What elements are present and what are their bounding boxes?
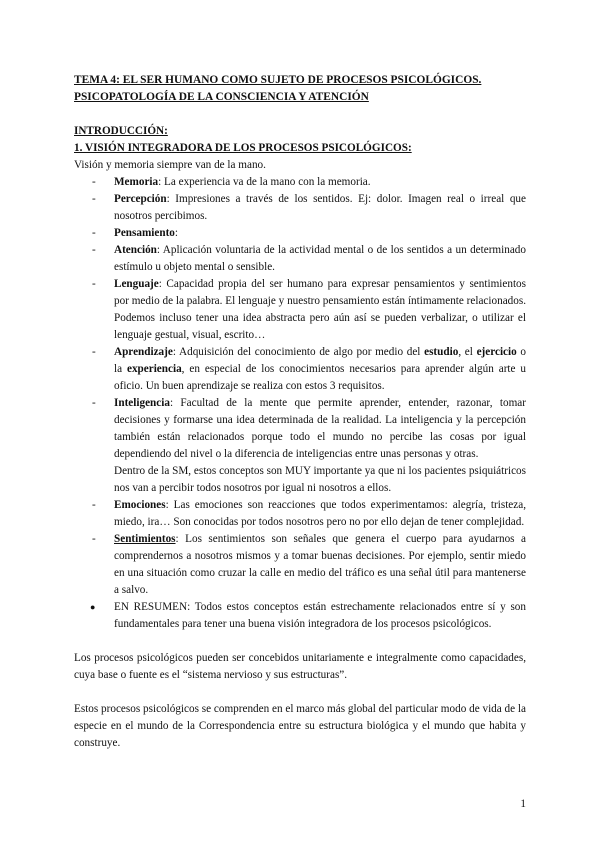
document-title [74, 72, 526, 106]
document-page [74, 72, 526, 752]
list-item-pensamiento: - Pensamiento: [92, 227, 179, 239]
concept-list [74, 174, 526, 633]
section1-heading: 1. VISIÓN INTEGRADORA DE LOS PROCESOS PSICOLÓGICOS: [74, 142, 412, 154]
intro-heading: INTRODUCCIÓN: [74, 125, 168, 137]
list-item-percepcion: - Percepción: Impresiones a través de los sentidos. Ej: dolor. Imagen real o irreal que nosotros percibimos. [92, 193, 526, 222]
list-item-resumen: ● EN RESUMEN: Todos estos conceptos están estrechamente relacionados entre sí y son fundamentales para tener una buena visión integradora de los procesos psicológicos. [90, 601, 526, 630]
list-item-atencion: - Atención: Aplicación voluntaria de la actividad mental o de los sentidos a un determinado estímulo u objeto mental o sensible. [92, 244, 526, 273]
page-number: 1 [520, 798, 526, 810]
list-item-lenguaje: - Lenguaje: Capacidad propia del ser humano para expresar pensamientos y sentimientos por medio de la palabra. El lenguaje y nuestro pensamiento están íntimamente relacionados. Podemos incluso tener una idea abstracta pero aún así se pueden verbalizar, o utilizar el lenguaje gestual, visual, escrito… [92, 278, 526, 341]
paragraph-1: Los procesos psicológicos pueden ser concebidos unitariamente e integralmente como capacidades, cuya base o fuente es el “sistema nervioso y sus estructuras”. [74, 652, 526, 681]
list-item-emociones: - Emociones: Las emociones son reacciones que todos experimentamos: alegría, tristeza, miedo, ira… Son conocidas por todos nosotros pero no por ello dejan de tener complejidad. [92, 499, 526, 528]
list-item-sentimientos: - Sentimientos: Los sentimientos son señales que genera el cuerpo para ayudarnos a comprendernos a nosotros mismos y a tomar buenas decisiones. Por ejemplo, sentir miedo en una situación como cruzar la calle en medio del tráfico es una señal útil para mantenerse a salvo. [92, 533, 526, 596]
list-item-memoria: - Memoria: La experiencia va de la mano con la memoria. [92, 176, 371, 188]
paragraph-2: Estos procesos psicológicos se comprenden en el marco más global del particular modo de vida de la especie en el mundo de la Correspondencia entre su estructura biológica y el mundo que habita y construye. [74, 703, 526, 749]
bullet-dot-icon: ● [90, 602, 96, 612]
title-line-2: PSICOPATOLOGÍA DE LA CONSCIENCIA Y ATENCIÓN [74, 91, 369, 103]
list-item-inteligencia: - Inteligencia: Facultad de la mente que permite aprender, entender, razonar, tomar decisiones y formarse una idea determinada de la realidad. La inteligencia y la percepción también están relacionados porque todo el mundo no percibe las cosas por igual dependiendo del nivel o la diferencia de inteligencias entre unas personas y otras. Dentro de la SM, estos conceptos son MUY importante ya que ni los pacientes psiquiátricos nos van a percibir todos nosotros por igual ni nosotros a ellos. [74, 395, 526, 497]
inteligencia-note: Dentro de la SM, estos conceptos son MUY importante ya que ni los pacientes psiquiátricos nos van a percibir todos nosotros por igual ni nosotros a ellos. [114, 465, 526, 494]
title-line-1: TEMA 4: EL SER HUMANO COMO SUJETO DE PROCESOS PSICOLÓGICOS. [74, 74, 482, 86]
list-item-aprendizaje: - Aprendizaje: Adquisición del conocimiento de algo por medio del estudio, el ejercicio o la experiencia, en especial de los conocimientos necesarios para aprender algún arte u oficio. Un buen aprendizaje se realiza con estos 3 requisitos. [92, 346, 527, 392]
lead-sentence: Visión y memoria siempre van de la mano. [74, 159, 266, 171]
